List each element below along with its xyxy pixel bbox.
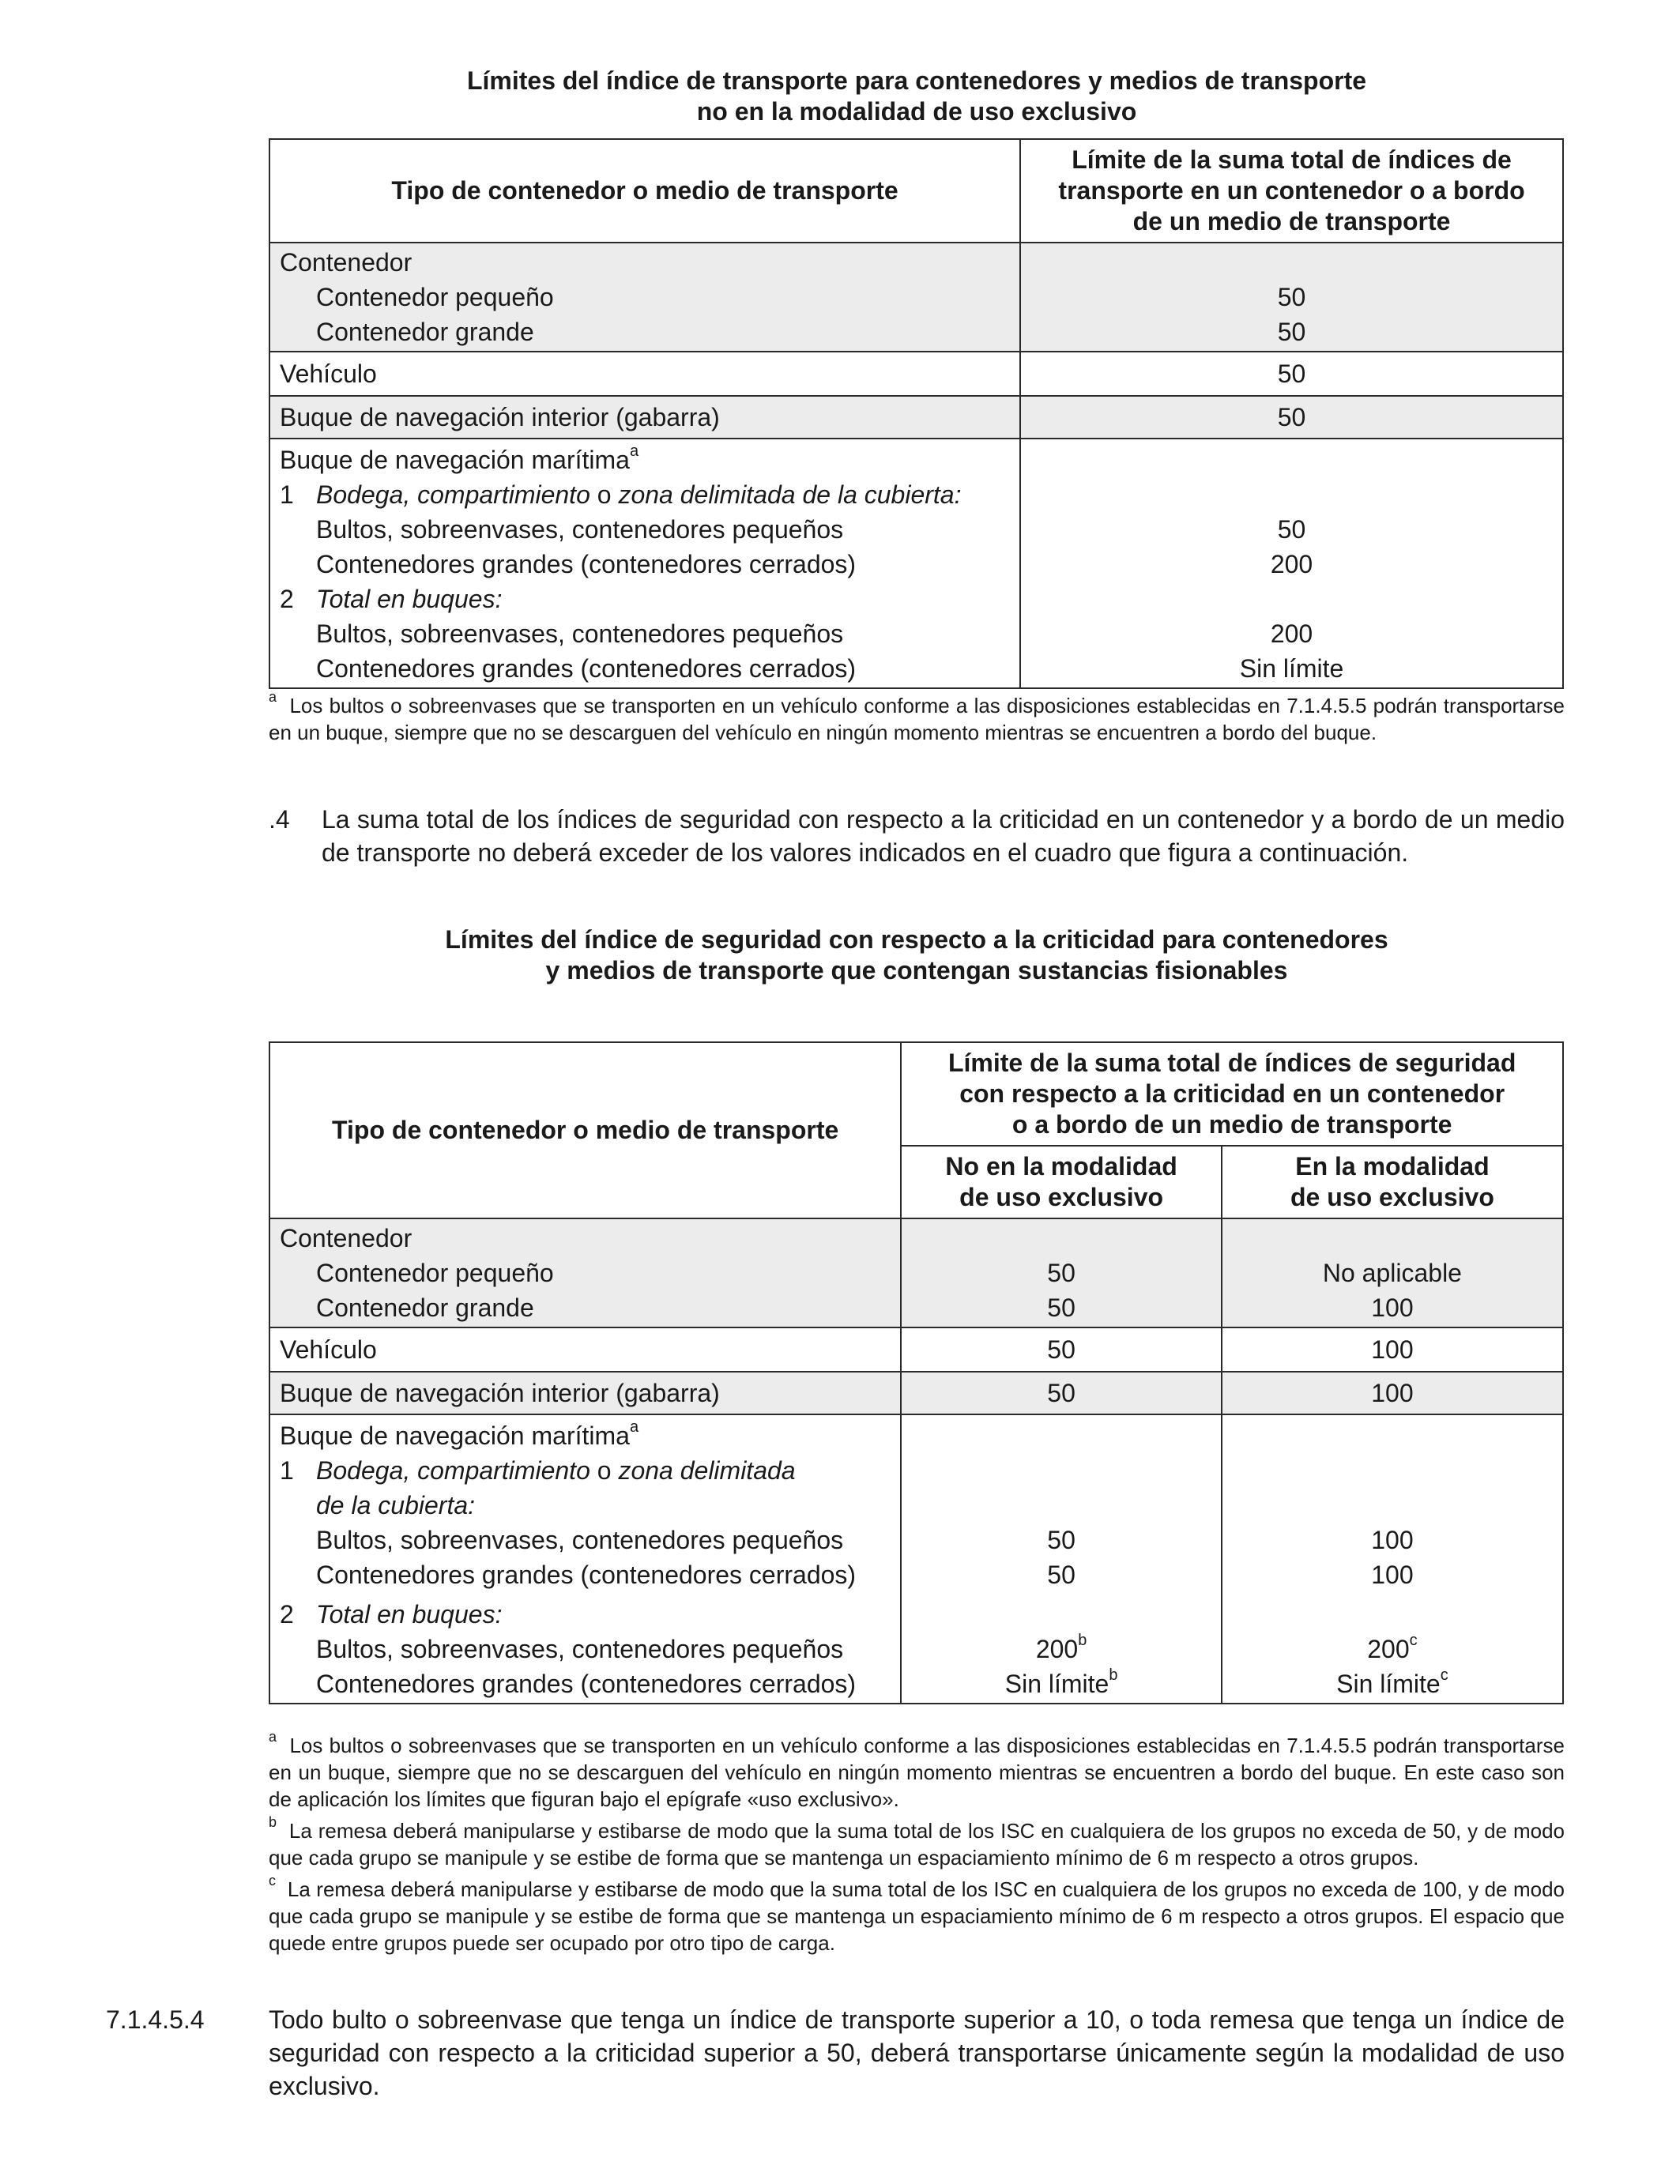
table-row <box>269 439 1563 688</box>
row-value: 100 <box>1371 1561 1414 1589</box>
row-value: 50 <box>1047 1293 1075 1322</box>
table1-caption <box>269 66 1565 127</box>
table-row <box>269 1372 1563 1414</box>
table2-caption-line2: y medios de transporte que contengan sustancias fisionables <box>545 956 1288 985</box>
row-value: 200$^b$ <box>1035 1632 1087 1663</box>
table1-header-type: Tipo de contenedor o medio de transporte <box>269 139 1020 243</box>
row-value: 100 <box>1371 1379 1414 1407</box>
footnote-b: $^b$ La remesa deberá manipularse y estibarse de modo que la suma total de los ISC en cualquiera de los grupos no exceda de 50, y de modo que cada grupo se manipule y se estibe de forma que se mantenga un espaciamiento mínimo de 6 m respecto a otros grupos. <box>269 1814 1565 1870</box>
row-label: Contenedor <box>280 1224 412 1252</box>
table2-header-exclusive: En la modalidad de uso exclusivo <box>1222 1146 1563 1218</box>
section-text: Todo bulto o sobreenvase que tenga un índice de transporte superior a 10, o toda remesa que tenga un índice de seguridad con respecto a la criticidad superior a 50, deberá transportarse únicamente según la modalidad de uso exclusivo. <box>269 2005 1565 2100</box>
footnote-ref: b <box>1109 1666 1118 1685</box>
row-value: 50 <box>1277 515 1306 544</box>
paragraph-text: La suma total de los índices de seguridad con respecto a la criticidad en un contenedor y a bordo de un medio de transporte no deberá exceder de los valores indicados en el cuadro que figura a continuación. <box>322 805 1565 867</box>
row-label: de la cubierta: <box>316 1491 476 1519</box>
table2-footnotes <box>269 1729 1565 1956</box>
row-value: 50 <box>1047 1561 1075 1589</box>
row-value: 50 <box>1277 283 1306 311</box>
row-label: 2 Total en buques: <box>280 585 503 613</box>
table2 <box>269 1041 1564 1704</box>
footnote-ref: a <box>629 442 639 461</box>
table1 <box>269 138 1564 689</box>
row-label: Contenedores grandes (contenedores cerrados) <box>316 1670 857 1698</box>
table-row <box>269 243 1563 352</box>
table2-caption-line1: Límites del índice de seguridad con respecto a la criticidad para contenedores <box>445 925 1388 954</box>
row-value: 50 <box>1277 360 1306 388</box>
row-value: 200$^c$ <box>1367 1632 1418 1663</box>
row-label: 1 Bodega, compartimiento o zona delimitada <box>280 1456 796 1485</box>
row-value: 50 <box>1047 1526 1075 1554</box>
row-label: Buque de navegación interior (gabarra) <box>280 403 720 431</box>
footnote-c: $^c$ La remesa deberá manipularse y estibarse de modo que la suma total de los ISC en cualquiera de los grupos no exceda de 100, y de modo que cada grupo se manipule y se estibe de forma que se mantenga un espaciamiento mínimo de 6 m respecto a otros grupos. El espacio que quede entre grupos puede ser ocupado por otro tipo de carga. <box>269 1873 1565 1955</box>
section-number: 7.1.4.5.4 <box>106 2005 205 2034</box>
row-label: Bultos, sobreenvases, contenedores pequeños <box>316 1526 844 1554</box>
paragraph-number: .4 <box>269 805 290 834</box>
table1-caption-line2: no en la modalidad de uso exclusivo <box>696 97 1137 126</box>
row-label: Bultos, sobreenvases, contenedores pequeños <box>316 619 844 648</box>
footnote-a: $^a$ Los bultos o sobreenvases que se transporten en un vehículo conforme a las disposiciones establecidas en 7.1.4.5.5 podrán transportarse en un buque, siempre que no se descarguen del vehículo en ningún momento mientras se encuentren a bordo del buque. <box>269 689 1565 744</box>
row-label: Contenedores grandes (contenedores cerrados) <box>316 1561 857 1589</box>
row-label: Contenedores grandes (contenedores cerrados) <box>316 550 857 578</box>
row-value: Sin límite <box>1239 654 1344 683</box>
row-label: Bultos, sobreenvases, contenedores pequeños <box>316 515 844 544</box>
table-row <box>269 1218 1563 1327</box>
row-value: 200 <box>1270 619 1313 648</box>
row-label: Buque de navegación interior (gabarra) <box>280 1379 720 1407</box>
row-label: 2 Total en buques: <box>280 1600 503 1629</box>
table-row <box>269 1414 1563 1704</box>
footnote-ref: a <box>629 1418 639 1437</box>
table2-header-type: Tipo de contenedor o medio de transporte <box>269 1042 901 1218</box>
section-7-1-4-5-4 <box>106 2003 1565 2114</box>
row-value: 50 <box>1047 1259 1075 1287</box>
footnote-ref: b <box>1078 1632 1087 1650</box>
table1-caption-line1: Límites del índice de transporte para contenedores y medios de transporte <box>466 66 1367 95</box>
row-label: Buque de navegación marítima$^a$ <box>280 1418 639 1450</box>
row-value: No aplicable <box>1322 1259 1462 1287</box>
row-label: 1 Bodega, compartimiento o zona delimitada de la cubierta: <box>280 480 962 509</box>
row-value: 100 <box>1371 1335 1414 1364</box>
row-value: 50 <box>1047 1335 1075 1364</box>
table-row <box>269 352 1563 396</box>
row-label: Contenedor pequeño <box>316 283 554 311</box>
row-label: Vehículo <box>280 1335 377 1364</box>
row-value: 50 <box>1047 1379 1075 1407</box>
footnote-a: $^a$ Los bultos o sobreenvases que se transporten en un vehículo conforme a las disposiciones establecidas en 7.1.4.5.5 podrán transportarse en un buque, siempre que no se descarguen del vehículo en ningún momento mientras se encuentren a bordo del buque. En este caso son de aplicación los límites que figuran bajo el epígrafe «uso exclusivo». <box>269 1729 1565 1811</box>
row-label: Buque de navegación marítima$^a$ <box>280 442 639 474</box>
table2-caption <box>269 924 1565 986</box>
row-value: 50 <box>1277 318 1306 346</box>
table2-header-limit: Límite de la suma total de índices de seguridad con respecto a la criticidad en un contenedor o a bordo de un medio de transporte <box>901 1042 1563 1146</box>
footnote-ref: c <box>1409 1632 1418 1650</box>
row-value: 50 <box>1277 403 1306 431</box>
table2-header-not-exclusive: No en la modalidad de uso exclusivo <box>901 1146 1222 1218</box>
row-label: Contenedores grandes (contenedores cerrados) <box>316 654 857 683</box>
footnote-ref: c <box>1440 1666 1448 1685</box>
row-value: 200 <box>1270 550 1313 578</box>
row-label: Contenedor <box>280 248 412 277</box>
table1-footnotes <box>269 689 1565 746</box>
row-label: Contenedor pequeño <box>316 1259 554 1287</box>
row-value: Sin límite$^c$ <box>1336 1666 1448 1698</box>
table-row <box>269 396 1563 439</box>
row-value: 100 <box>1371 1293 1414 1322</box>
table-row <box>269 1327 1563 1372</box>
row-label: Contenedor grande <box>316 318 534 346</box>
table1-header-limit: Límite de la suma total de índices de transporte en un contenedor o a bordo de un medio de transporte <box>1020 139 1563 243</box>
row-value: 100 <box>1371 1526 1414 1554</box>
row-label: Vehículo <box>280 360 377 388</box>
paragraph-4 <box>269 803 1565 874</box>
row-label: Bultos, sobreenvases, contenedores pequeños <box>316 1635 844 1663</box>
row-label: Contenedor grande <box>316 1293 534 1322</box>
row-value: Sin límite$^b$ <box>1004 1666 1118 1698</box>
